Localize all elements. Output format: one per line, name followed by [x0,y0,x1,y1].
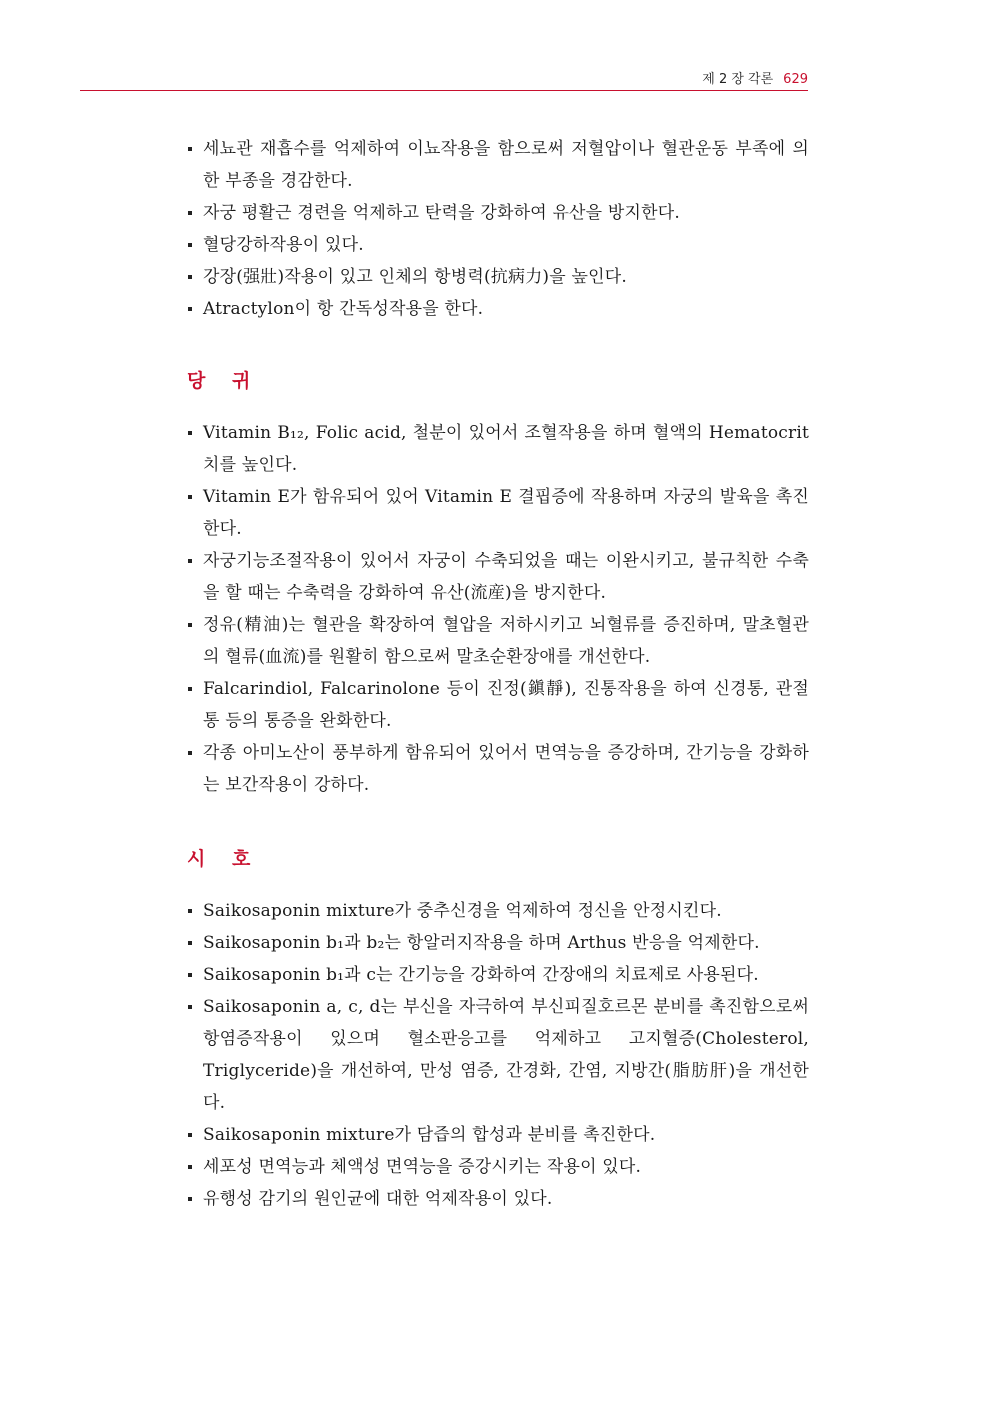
section-title-siho: 시 호 [187,848,261,870]
list-item: Saikosaponin a, c, d는 부신을 자극하여 부신피질호르몬 분비를 촉진함으로써 항염증작용이 있으며 혈소판응고를 억제하고 고지혈증(Cholesterol, Triglyceride)을 개선하여, 만성 염증, 간경화, 간염, 지방간(脂肪肝)을 개선한다. [185,991,809,1119]
list-item: 자궁 평활근 경련을 억제하고 탄력을 강화하여 유산을 방지한다. [185,197,809,229]
list-item: 각종 아미노산이 풍부하게 함유되어 있어서 면역능을 증강하며, 간기능을 강화하는 보간작용이 강하다. [185,737,809,801]
list-item: Vitamin E가 함유되어 있어 Vitamin E 결핍증에 작용하며 자궁의 발육을 촉진한다. [185,481,809,545]
section-title-danggwi: 당 귀 [187,370,261,392]
header-text [702,68,808,87]
list-item: Atractylon이 항 간독성작용을 한다. [185,293,809,325]
list-item: Falcarindiol, Falcarinolone 등이 진정(鎭靜), 진통작용을 하여 신경통, 관절통 등의 통증을 완화한다. [185,673,809,737]
siho-list [185,895,809,1215]
list-item: Saikosaponin mixture가 중추신경을 억제하여 정신을 안정시킨다. [185,895,809,927]
list-item: 강장(强壯)작용이 있고 인체의 항병력(抗病力)을 높인다. [185,261,809,293]
list-item: Vitamin B₁₂, Folic acid, 철분이 있어서 조혈작용을 하며 혈액의 Hematocrit치를 높인다. [185,417,809,481]
list-item: Saikosaponin b₁과 b₂는 항알러지작용을 하며 Arthus 반응을 억제한다. [185,927,809,959]
list-item: 자궁기능조절작용이 있어서 자궁이 수축되었을 때는 이완시키고, 불규칙한 수축을 할 때는 수축력을 강화하여 유산(流産)을 방지한다. [185,545,809,609]
list-item: 유행성 감기의 원인균에 대한 억제작용이 있다. [185,1183,809,1215]
chapter-label: 제 2 장 각론 [702,72,774,87]
page-header [80,64,808,91]
list-item: 세뇨관 재흡수를 억제하여 이뇨작용을 함으로써 저혈압이나 혈관운동 부족에 의한 부종을 경감한다. [185,133,809,197]
list-item: 정유(精油)는 혈관을 확장하여 혈압을 저하시키고 뇌혈류를 증진하며, 말초혈관의 혈류(血流)를 원활히 함으로써 말초순환장애를 개선한다. [185,609,809,673]
page-number: 629 [783,72,808,87]
list-item: Saikosaponin b₁과 c는 간기능을 강화하여 간장애의 치료제로 사용된다. [185,959,809,991]
list-item: 세포성 면역능과 체액성 면역능을 증강시키는 작용이 있다. [185,1151,809,1183]
list-item: Saikosaponin mixture가 담즙의 합성과 분비를 촉진한다. [185,1119,809,1151]
danggwi-list [185,417,809,801]
page-content [185,133,809,1215]
intro-list [185,133,809,325]
list-item: 혈당강하작용이 있다. [185,229,809,261]
